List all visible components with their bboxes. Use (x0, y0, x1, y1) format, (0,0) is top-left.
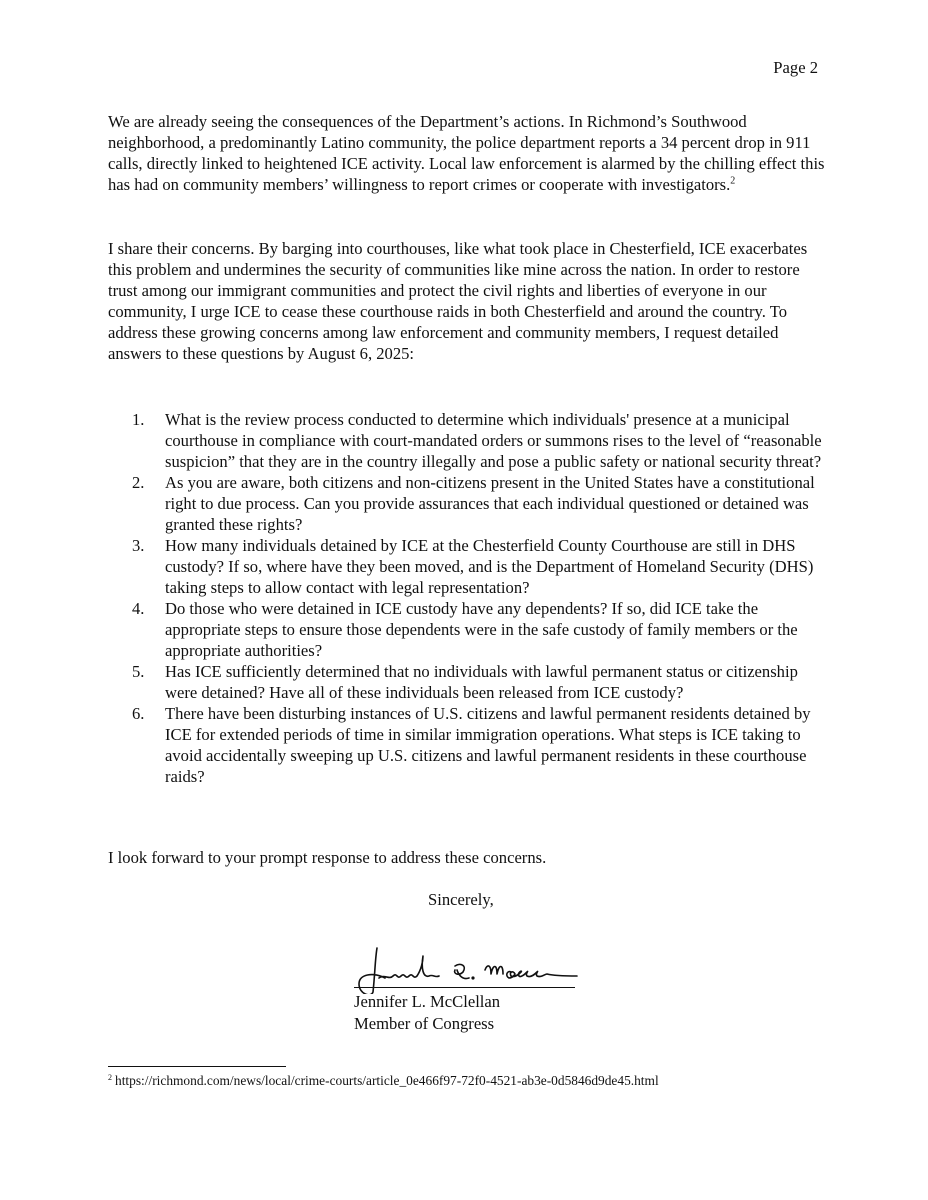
signature-line (354, 987, 575, 988)
question-item (108, 598, 828, 661)
paragraph-text: We are already seeing the consequences of the Department’s actions. In Richmond’s Southwood neighborhood, a predominantly Latino community, the police department reports a 34 percent drop in 911 calls, directly linked to heightened ICE activity. Local law enforcement is alarmed by the chilling effect this has had on community members’ willingness to report crimes or cooperate with investigators. (108, 112, 825, 194)
footnote-marker: 2 (108, 1072, 112, 1082)
questions-list (108, 409, 828, 787)
question-number: 3. (132, 536, 145, 555)
footnote-url: https://richmond.com/news/local/crime-courts/article_0e466f97-72f0-4521-ab3e-0d5846d9de45.html (115, 1073, 659, 1088)
question-text: Do those who were detained in ICE custody have any dependents? If so, did ICE take the appropriate steps to ensure those dependents were in the safe custody of family members or the appropriate authorities? (165, 599, 798, 660)
question-text: What is the review process conducted to determine which individuals' presence at a municipal courthouse in compliance with court-mandated orders or summons rises to the level of “reasonable suspicion” that they are in the country illegally and pose a public safety or national security threat? (165, 410, 822, 471)
paragraph-consequences (108, 111, 828, 195)
question-item (108, 535, 828, 598)
valediction: Sincerely, (428, 890, 494, 909)
question-item (108, 703, 828, 787)
closing-sentence: I look forward to your prompt response to address these concerns. (108, 848, 547, 867)
question-number: 2. (132, 473, 145, 492)
paragraph-concerns: I share their concerns. By barging into courthouses, like what took place in Chesterfield, ICE exacerbates this problem and undermines the security of communities like mine across the nation. In order to restore trust among our immigrant communities and protect the civil rights and liberties of everyone in our community, I urge ICE to cease these courthouse raids in both Chesterfield and around the country. To address these growing concerns among law enforcement and community members, I request detailed answers to these questions by August 6, 2025: (108, 239, 808, 363)
question-text: Has ICE sufficiently determined that no individuals with lawful permanent status or citizenship were detained? Have all of these individuals been released from ICE custody? (165, 662, 798, 702)
footnote (108, 1073, 659, 1089)
question-number: 5. (132, 662, 145, 681)
signer-title: Member of Congress (354, 1014, 495, 1033)
question-item (108, 472, 828, 535)
question-text: As you are aware, both citizens and non-citizens present in the United States have a constitutional right to due process. Can you provide assurances that each individual questioned or detained was granted these rights? (165, 473, 815, 534)
question-number: 4. (132, 599, 145, 618)
question-item (108, 661, 828, 703)
footnote-reference: 2 (730, 175, 736, 187)
signer-name: Jennifer L. McClellan (354, 992, 501, 1011)
question-text: How many individuals detained by ICE at the Chesterfield County Courthouse are still in DHS custody? If so, where have they been moved, and is the Department of Homeland Security (DHS) taking steps to allow contact with legal representation? (165, 536, 814, 597)
question-number: 1. (132, 410, 145, 429)
page-number: Page 2 (773, 58, 818, 77)
question-item (108, 409, 828, 472)
question-number: 6. (132, 704, 145, 723)
footnote-divider (108, 1066, 286, 1067)
question-text: There have been disturbing instances of U.S. citizens and lawful permanent residents detained by ICE for extended periods of time in similar immigration operations. What steps is ICE taking to avoid accidentally sweeping up U.S. citizens and lawful permanent residents in these courthouse raids? (165, 704, 811, 786)
